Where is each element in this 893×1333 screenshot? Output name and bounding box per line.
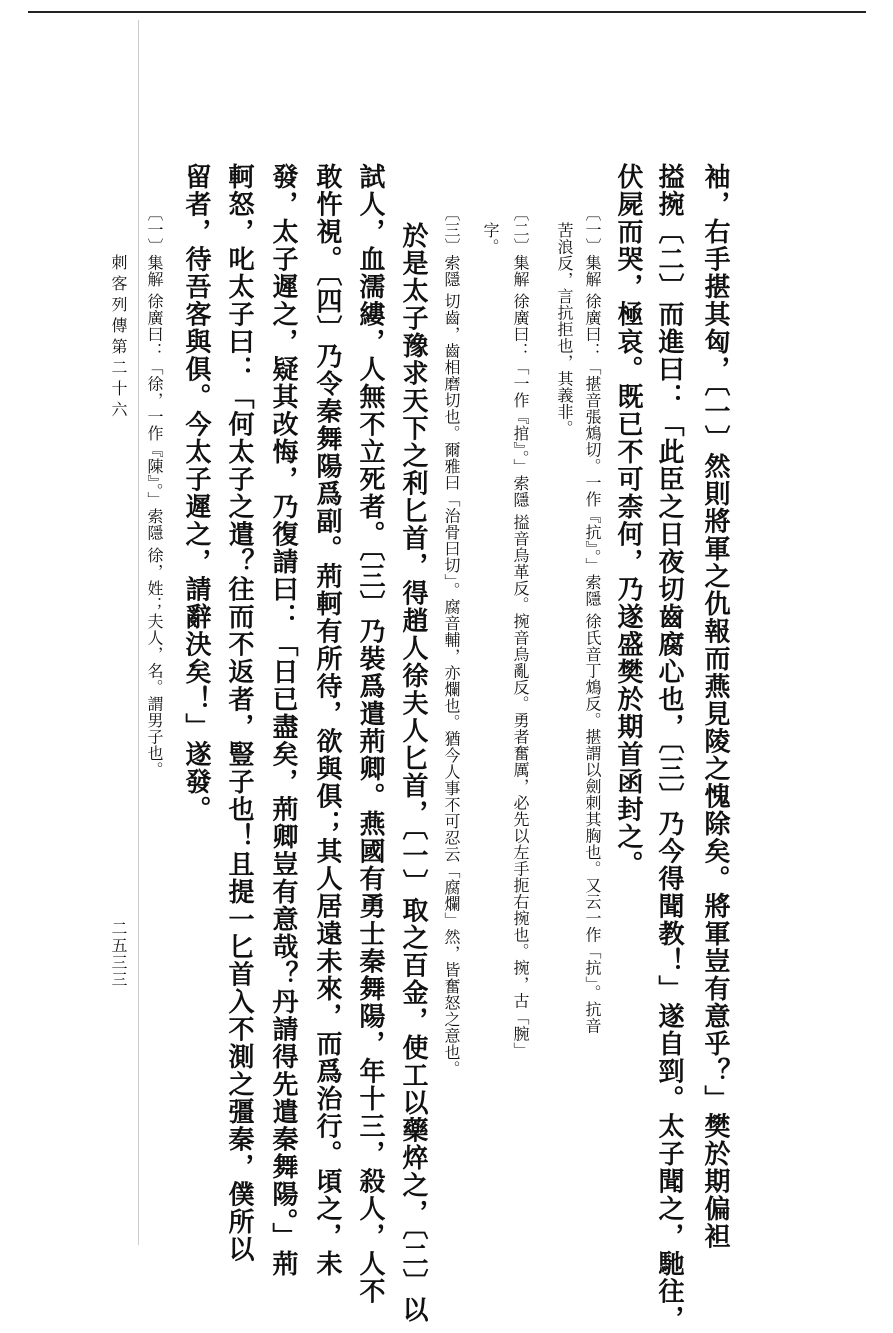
text-column-7: 發，太子遲之，疑其改悔，乃復請曰：「日已盡矣，荊卿豈有意哉？丹請得先遣秦舞陽。」荊	[268, 163, 298, 1278]
text-column-1: 袖，右手揕其匈，〔一〕然則將軍之仇報而燕見陵之愧除矣。將軍豈有意乎？」樊於期偏袒	[700, 163, 730, 1250]
note-column-2: 苦浪反，言抗拒也，其義非。	[555, 222, 574, 437]
margin-rule	[138, 20, 139, 1245]
text-column-5: 試人，血濡縷，人無不立死者。〔三〕乃裝爲遣荊卿。燕國有勇士秦舞陽，年十三，殺人，人不	[355, 163, 385, 1305]
note-column-4: 字。	[481, 222, 500, 255]
text-column-8: 軻怒，叱太子曰：「何太子之遣？往而不返者，豎子也！且提一匕首入不測之彊秦，僕所以	[224, 163, 254, 1263]
text-column-6: 敢忤視。〔四〕乃令秦舞陽爲副。荊軻有所待，欲與俱；其人居遠未來，而爲治行。頃之，未	[312, 163, 342, 1278]
text-column-2: 搤捥〔二〕而進曰：「此臣之日夜切齒腐心也，〔三〕乃今得聞教！」遂自剄。太子聞之，馳往，	[654, 163, 684, 1333]
note-column-1: 〔一〕集解 徐廣曰：「揕音張鴆切。一作『抗』。」索隱 徐氏音丁鴆反。揕謂以劍刺其胸也。又云一作「抗」。抗音	[583, 205, 602, 1034]
text-column-9: 留者，待吾客與俱。今太子遲之，請辭決矣！」遂發。	[181, 163, 211, 823]
note-column-5: 〔三〕索隱 切齒，齒相磨切也。爾雅曰「治骨曰切」。腐音輔，亦爛也。猶今人事不可忍云「腐爛」然，皆奮怒之意也。	[442, 205, 461, 1078]
text-column-3: 伏屍而哭，極哀。既已不可柰何，乃遂盛樊於期首函封之。	[613, 163, 643, 878]
top-rule	[28, 11, 866, 13]
note-column-6: 〔一〕集解 徐廣曰：「徐，一作『陳』。」索隱 徐，姓；夫人，名。謂男子也。	[145, 205, 164, 778]
page-number: 二五三三	[109, 920, 128, 988]
text-column-4: 於是太子豫求天下之利匕首，得趙人徐夫人匕首，〔一〕取之百金，使工以藥焠之，〔二〕以	[398, 222, 428, 1324]
running-head: 刺客列傳第二十六	[109, 254, 128, 422]
note-column-3: 〔二〕集解 徐廣曰：「一作『捾』。」索隱 搤音烏革反。捥音烏亂反。勇者奮厲，必先以左手扼右捥也。捥，古「腕」	[511, 205, 530, 1059]
